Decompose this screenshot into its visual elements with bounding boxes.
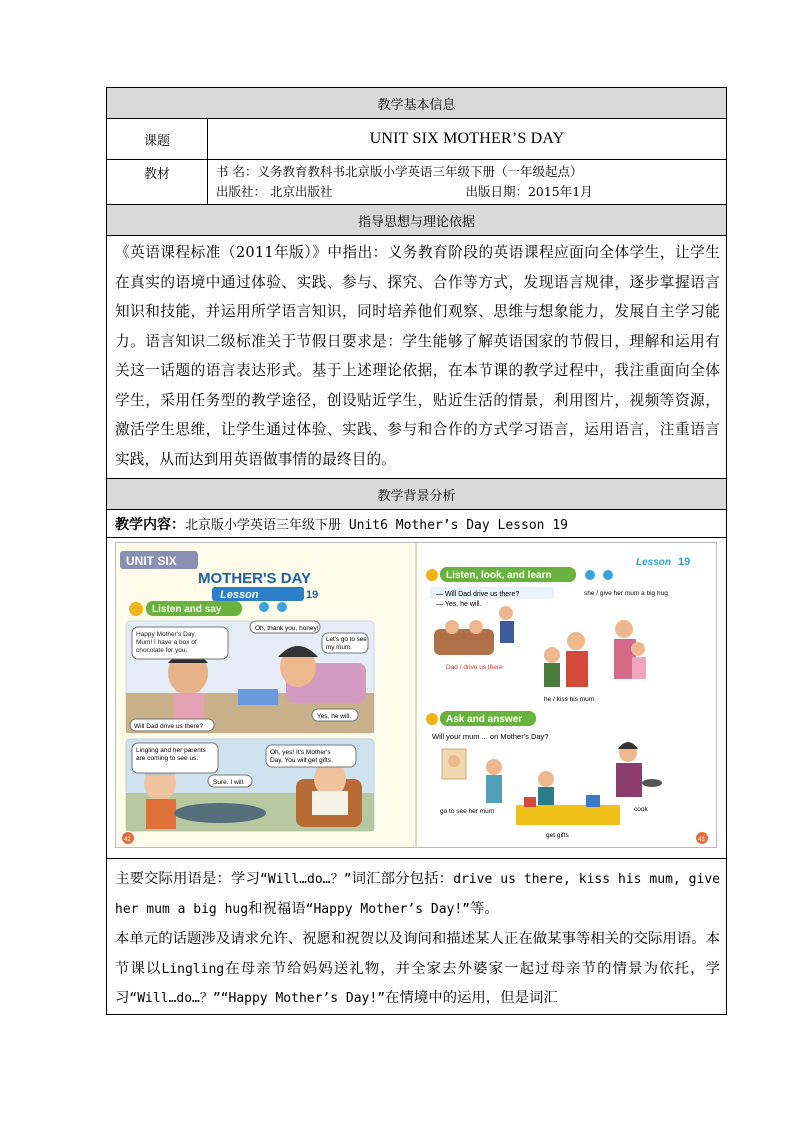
caption-go-see-mum: go to see her mum xyxy=(440,808,495,815)
content-label: 教学内容： xyxy=(115,516,185,533)
material-label: 教材 xyxy=(107,160,208,205)
lesson-num-right: 19 xyxy=(678,556,691,568)
gift-box xyxy=(238,689,278,705)
section-header-basic-info: 教学基本信息 xyxy=(107,88,727,119)
content-row xyxy=(107,510,727,538)
content-value: 北京版小学英语三年级下册 Unit6 Mother’s Day Lesson 19 xyxy=(185,517,568,533)
bubble-lets-go: Let's go to see my mum. xyxy=(326,636,367,651)
topic-value: UNIT SIX MOTHER’S DAY xyxy=(208,119,727,160)
gift-table xyxy=(516,805,620,825)
guidance-paragraph: 《英语课程标准（2011年版）》中指出：义务教育阶段的英语课程应面向全体学生，让学生在真实的语境中通过体验、实践、参与、探究、合作等方式，发现语言规律，逐步掌握语言知识和技能，并运用所学语言知识，同时培养他们观察、思维与想象能力，发展自主学习能力。语言知识二级标准关于节假日要求是：学生能够了解英语国家的节假日，理解和运用有关这一话题的语言表达形式。基于上述理论依据，在本节课的教学过程中，我注重面向全体学生，采用任务型的教学途径，创设贴近学生，贴近生活的情景，利用图片，视频等资源，激活学生思维，让学生通过体验、实践、参与和合作的方式学习语言，运用语言，注重语言实践，从而达到用英语做事情的最终目的。 xyxy=(107,236,727,479)
book-line: 书 名：义务教育教科书北京版小学英语三年级下册（一年级起点） xyxy=(216,164,583,179)
listen-look-learn-label: Listen, look, and learn xyxy=(446,570,552,581)
publish-date: 出版日期：2015年1月 xyxy=(465,184,593,199)
textbook-image-cell xyxy=(107,538,727,859)
question-will-your-mum: Will your mum ... on Mother's Day? xyxy=(432,732,549,741)
audio-icon xyxy=(259,602,269,612)
bubble-its-mothers-day: Oh, yes! It's Mother's Day. You will get gifts. xyxy=(270,749,333,764)
bubble-yes-he-will: Yes, he will. xyxy=(317,713,352,720)
video-icon xyxy=(277,602,287,612)
caption-get-gifts: get gifts xyxy=(546,832,569,839)
caption-drive-us: Dad / drive us there xyxy=(446,664,503,671)
question-will-dad: — Will Dad drive us there? xyxy=(436,591,520,598)
ask-answer-label: Ask and answer xyxy=(446,714,523,725)
page-number-right: 43 xyxy=(698,837,705,843)
lesson-word-left: Lesson xyxy=(220,589,259,601)
textbook-spread xyxy=(115,542,717,848)
section-header-guidance: 指导思想与理论依据 xyxy=(107,205,727,236)
caption-kiss-mum: he / kiss his mum xyxy=(544,696,595,703)
listen-say-label: Listen and say xyxy=(152,604,222,615)
unit-label: UNIT SIX xyxy=(126,554,177,568)
answer-yes-he-will: — Yes, he will. xyxy=(436,601,482,608)
analysis-line-phrases: 主要交际用语是：学习“Will…do…？”词汇部分包括：drive us there, kiss his mum, give her mum a big hug和祝福语“Happy Mother’s Day!”等。 xyxy=(115,871,720,917)
page-number-left: 42 xyxy=(124,837,131,843)
caption-give-hug: she / give her mum a big hug xyxy=(584,590,668,597)
analysis-line-unit: 本单元的话题涉及请求允许、祝愿和祝贺以及询问和描述某人正在做某事等相关的交际用语。本节课以Lingling在母亲节给妈妈送礼物，并全家去外婆家一起过母亲节的情景为依托，学习“Will…do…？”“Happy Mother’s Day!”在情境中的运用，但是词汇 xyxy=(115,931,721,1006)
lesson-num-left: 19 xyxy=(306,589,319,601)
bubble-happy-mothers-day: Happy Mother's Day, Mum! I have a box of chocolate for you. xyxy=(136,631,197,654)
lesson-word-right: Lesson xyxy=(636,557,672,568)
bubble-will-dad-drive: Will Dad drive us there? xyxy=(134,723,203,730)
caption-cook: cook xyxy=(634,806,648,813)
bubble-lingling-coming: Lingling and her parents are coming to see us. xyxy=(136,747,206,762)
topic-label: 课题 xyxy=(107,119,208,160)
material-info xyxy=(208,160,727,205)
lesson-plan-document xyxy=(106,87,726,1015)
mothers-day-title: MOTHER'S DAY xyxy=(198,570,312,587)
bubble-sure-i-will: Sure. I will. xyxy=(213,779,245,786)
section-header-background: 教学背景分析 xyxy=(107,479,727,510)
publisher-row xyxy=(216,182,718,202)
bubble-thank-you: Oh, thank you, honey! xyxy=(255,625,319,632)
lesson-plan-table xyxy=(106,87,727,1015)
publisher: 出版社： 北京出版社 xyxy=(216,184,333,199)
analysis-paragraph xyxy=(107,859,727,1015)
